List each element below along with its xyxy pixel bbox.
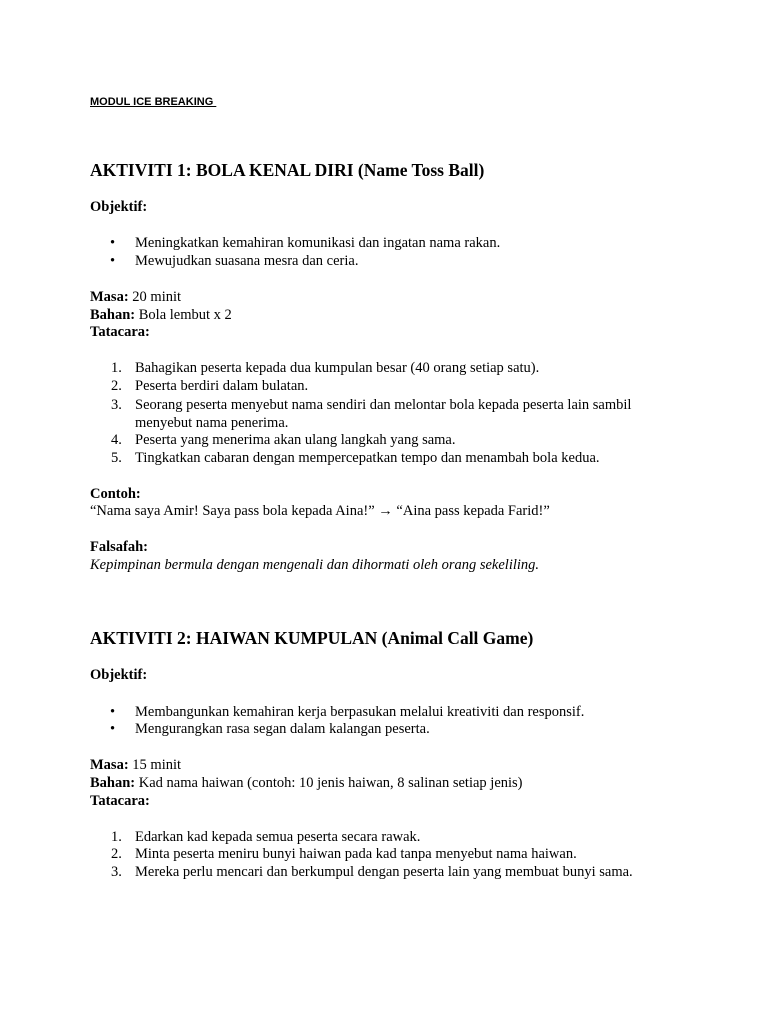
- time-label: Masa:: [90, 757, 129, 773]
- activity-1-time: [90, 288, 181, 306]
- activity-1-philosophy-label: Falsafah:: [90, 539, 148, 555]
- activity-2-heading: AKTIVITI 2: HAIWAN KUMPULAN (Animal Call Game): [90, 628, 534, 648]
- activity-1-objective-label: Objektif:: [90, 199, 148, 215]
- step-text: Tingkatkan cabaran dengan mempercepatkan tempo dan menambah bola kedua.: [135, 450, 600, 466]
- activity-2-step: [111, 828, 675, 846]
- activity-1-example-text: “Nama saya Amir! Saya pass bola kepada Aina!” → “Aina pass kepada Farid!”: [90, 503, 550, 519]
- step-text: Mereka perlu mencari dan berkumpul dengan peserta lain yang membuat bunyi sama.: [135, 864, 633, 880]
- materials-label: Bahan:: [90, 775, 136, 791]
- step-text: Edarkan kad kepada semua peserta secara rawak.: [135, 829, 421, 845]
- bullet-marker: •: [110, 253, 116, 269]
- document-title: MODUL ICE BREAKING: [90, 96, 217, 108]
- activity-1-materials: [90, 306, 232, 324]
- materials-value: Kad nama haiwan (contoh: 10 jenis haiwan, 8 salinan setiap jenis): [135, 775, 523, 791]
- time-label: Masa:: [90, 289, 129, 305]
- objective-text: Mengurangkan rasa segan dalam kalangan peserta.: [135, 721, 430, 737]
- step-text: Peserta berdiri dalam bulatan.: [135, 378, 309, 394]
- step-number: 2.: [111, 846, 122, 862]
- step-text: Seorang peserta menyebut nama sendiri dan melontar bola kepada peserta lain sambil menyebut nama penerima.: [135, 397, 632, 431]
- bullet-marker: •: [110, 721, 116, 737]
- activity-1-philosophy-text: Kepimpinan bermula dengan mengenali dan dihormati oleh orang sekeliling.: [90, 557, 540, 573]
- objective-text: Membangunkan kemahiran kerja berpasukan melalui kreativiti dan responsif.: [135, 704, 585, 720]
- activity-1-example-label: Contoh:: [90, 486, 141, 502]
- activity-1-step: [111, 377, 675, 395]
- time-value: 15 minit: [128, 757, 182, 773]
- activity-2-objective-label: Objektif:: [90, 667, 148, 683]
- time-value: 20 minit: [128, 289, 182, 305]
- activity-1-step: [111, 359, 675, 377]
- activity-2-objective-item: [110, 703, 585, 721]
- step-number: 2.: [111, 378, 122, 394]
- step-number: 4.: [111, 432, 122, 448]
- activity-1-step: [111, 449, 675, 467]
- activity-1-procedure-label: Tatacara:: [90, 324, 150, 340]
- activity-2-objective-item: [110, 720, 430, 738]
- step-number: 5.: [111, 450, 122, 466]
- activity-1-step: [111, 431, 675, 449]
- step-number: 3.: [111, 397, 122, 413]
- activity-1-heading: AKTIVITI 1: BOLA KENAL DIRI (Name Toss Ball): [90, 160, 485, 180]
- objective-text: Mewujudkan suasana mesra dan ceria.: [135, 253, 359, 269]
- objective-text: Meningkatkan kemahiran komunikasi dan ingatan nama rakan.: [135, 235, 501, 251]
- step-text: Bahagikan peserta kepada dua kumpulan besar (40 orang setiap satu).: [135, 360, 540, 376]
- bullet-marker: •: [110, 704, 116, 720]
- activity-2-step: [111, 863, 675, 881]
- activity-1-objective-item: [110, 234, 501, 252]
- activity-1-objective-item: [110, 252, 359, 270]
- step-text: Peserta yang menerima akan ulang langkah yang sama.: [135, 432, 456, 448]
- step-number: 1.: [111, 829, 122, 845]
- activity-2-time: [90, 756, 181, 774]
- activity-2-step: [111, 845, 675, 863]
- materials-value: Bola lembut x 2: [135, 307, 232, 323]
- materials-label: Bahan:: [90, 307, 136, 323]
- bullet-marker: •: [110, 235, 116, 251]
- step-text: Minta peserta meniru bunyi haiwan pada kad tanpa menyebut nama haiwan.: [135, 846, 577, 862]
- activity-1-step: [111, 396, 675, 432]
- step-number: 3.: [111, 864, 122, 880]
- step-number: 1.: [111, 360, 122, 376]
- activity-2-materials: [90, 774, 523, 792]
- activity-2-procedure-label: Tatacara:: [90, 793, 150, 809]
